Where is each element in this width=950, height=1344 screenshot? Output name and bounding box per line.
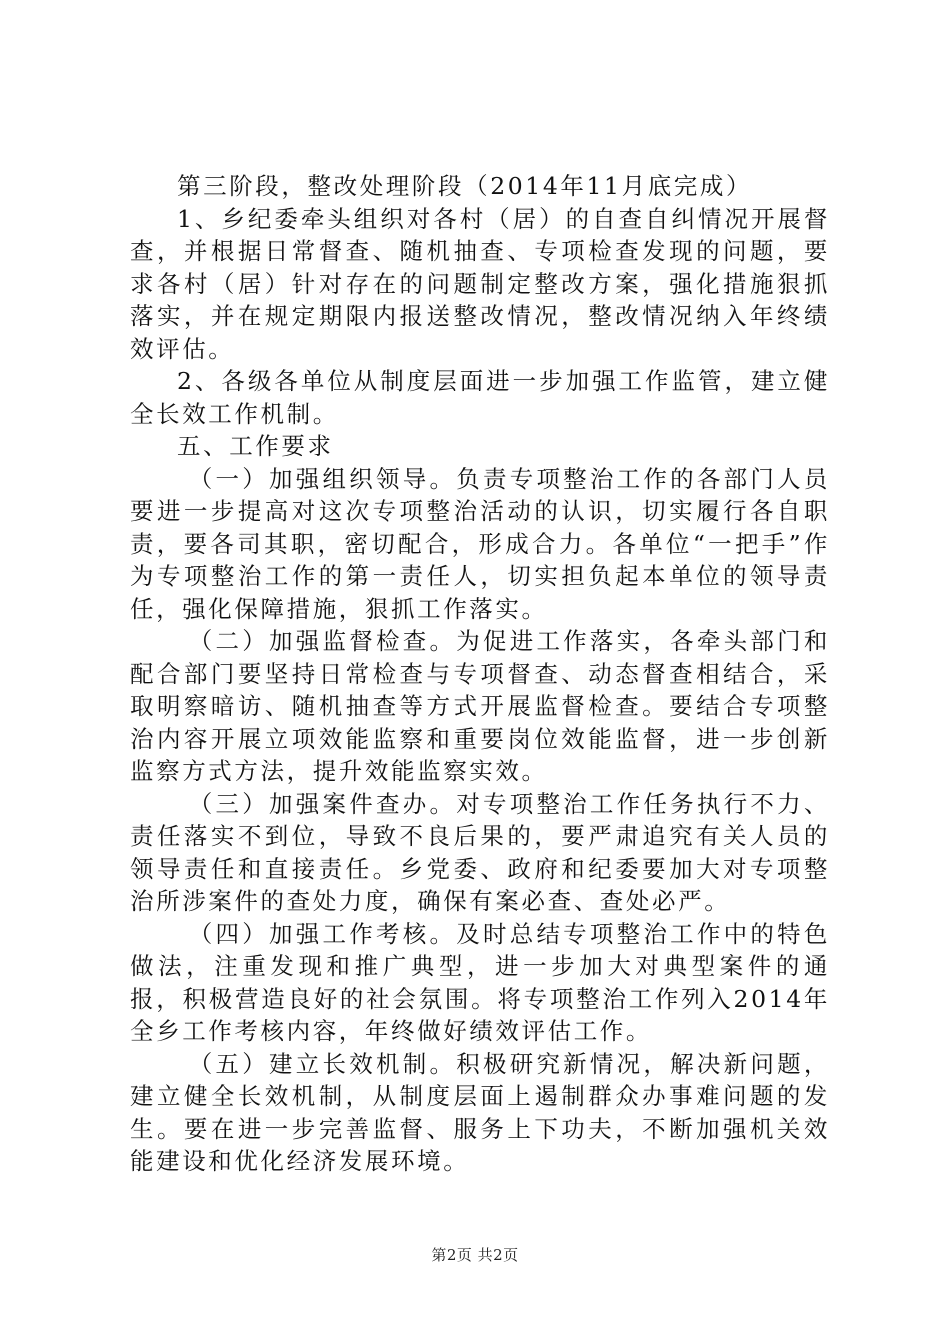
requirement-4: （四）加强工作考核。及时总结专项整治工作中的特色做法，注重发现和推广典型，进一步加大对典型案件的通报，积极营造良好的社会氛围。将专项整治工作列入2014年全乡工作考核内容，年终做好绩效评估工作。	[130, 919, 830, 1045]
section-five-heading: 五、工作要求	[177, 432, 334, 460]
requirement-1: （一）加强组织领导。负责专项整治工作的各部门人员要进一步提高对这次专项整治活动的认识，切实履行各自职责，要各司其职，密切配合，形成合力。各单位“一把手”作为专项整治工作的第一责任人，切实担负起本单位的领导责任，强化保障措施，狠抓工作落实。	[130, 464, 830, 623]
requirement-3: （三）加强案件查办。对专项整治工作任务执行不力、责任落实不到位，导致不良后果的，要严肃追究有关人员的领导责任和直接责任。乡党委、政府和纪委要加大对专项整治所涉案件的查处力度，确保有案必查、查处必严。	[130, 789, 830, 915]
document-body	[130, 170, 830, 1178]
paragraph-item-2: 2、各级各单位从制度层面进一步加强工作监管，建立健全长效工作机制。	[130, 367, 830, 428]
requirement-5: （五）建立长效机制。积极研究新情况，解决新问题，建立健全长效机制，从制度层面上遏制群众办事难问题的发生。要在进一步完善监督、服务上下功夫，不断加强机关效能建设和优化经济发展环境。	[130, 1049, 830, 1175]
page-number-footer: 第2页 共2页	[431, 1246, 519, 1264]
paragraph-item-1: 1、乡纪委牵头组织对各村（居）的自查自纠情况开展督查，并根据日常督查、随机抽查、专项检查发现的问题，要求各村（居）针对存在的问题制定整改方案，强化措施狠抓落实，并在规定期限内报送整改情况，整改情况纳入年终绩效评估。	[130, 204, 830, 363]
requirement-2: （二）加强监督检查。为促进工作落实，各牵头部门和配合部门要坚持日常检查与专项督查、动态督查相结合，采取明察暗访、随机抽查等方式开展监督检查。要结合专项整治内容开展立项效能监察和重要岗位效能监督，进一步创新监察方式方法，提升效能监察实效。	[130, 627, 830, 785]
stage-three-heading: 第三阶段，整改处理阶段（2014年11月底完成）	[177, 172, 753, 200]
